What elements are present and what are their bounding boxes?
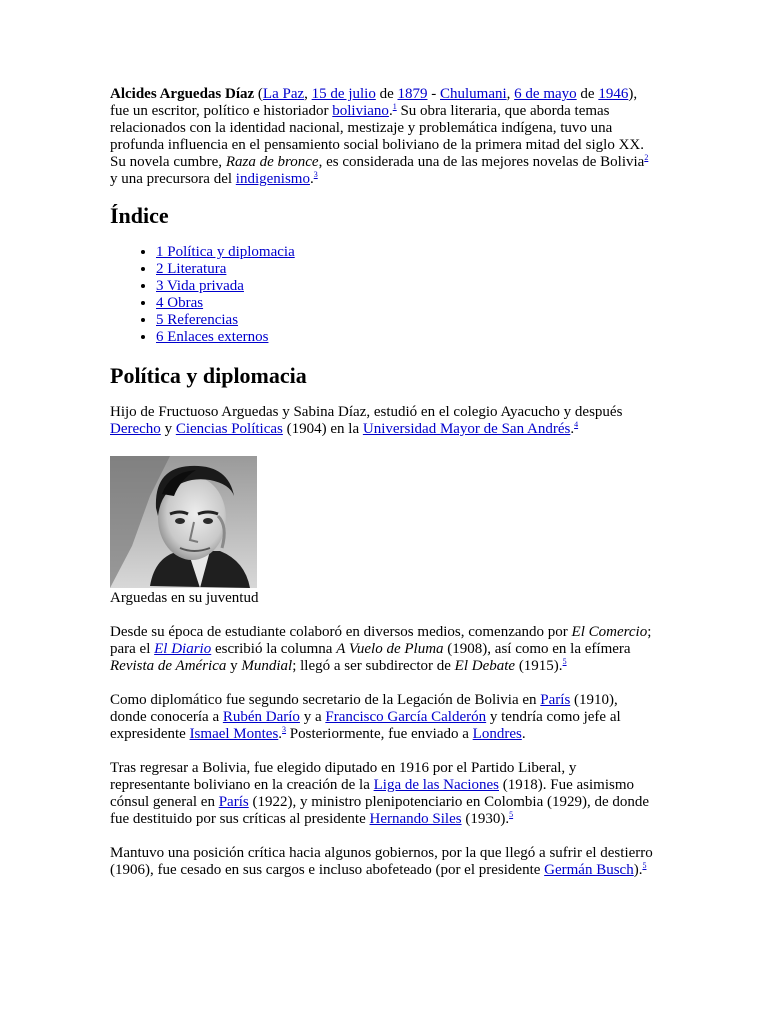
text-run: de bbox=[576, 86, 599, 102]
text-run: ; llegó a ser subdirector de bbox=[292, 658, 455, 674]
novel-title: Raza de bronce bbox=[225, 154, 319, 170]
text-run: ( bbox=[254, 86, 263, 102]
paragraph-education: Hijo de Fructuoso Arguedas y Sabina Díaz, estudió en el colegio Ayacucho y después Derecho y Ciencias Políticas (1904) en la Universidad Mayor de San Andrés.$^4$ bbox=[110, 404, 623, 437]
link-derecho[interactable]: Derecho bbox=[110, 421, 161, 437]
publication-title: El Debate bbox=[454, 658, 516, 674]
publication-title: Mundial bbox=[241, 658, 293, 674]
text-run: Mantuvo una posición crítica hacia algunos gobiernos, por la que llegó a sufrir el destierro (1906), fue cesado en sus cargos e incluso abofeteado (por el presidente bbox=[110, 845, 653, 878]
reference-link[interactable]: 5 bbox=[509, 810, 514, 819]
text-run: y bbox=[160, 421, 176, 437]
text-run: ; para el bbox=[110, 624, 652, 657]
paragraph-exile bbox=[110, 845, 655, 879]
link-el-diario[interactable] bbox=[154, 641, 211, 657]
text-run: (1910), donde conocería a bbox=[110, 692, 618, 725]
link-hernando-siles[interactable]: Hernando Siles bbox=[369, 811, 462, 827]
link-londres[interactable]: Londres bbox=[472, 726, 522, 742]
text-run: Hijo de Fructuoso Arguedas y Sabina Díaz, estudió en el colegio Ayacucho y después bbox=[110, 404, 623, 420]
text-run: Posteriormente, fue enviado a bbox=[286, 726, 473, 742]
publication-title: El Diario bbox=[154, 641, 212, 657]
link-indigenismo[interactable]: indigenismo bbox=[235, 171, 310, 187]
portrait-image[interactable] bbox=[110, 456, 257, 588]
text-run: - bbox=[427, 86, 440, 102]
text-run: y bbox=[226, 658, 242, 674]
link-boliviano[interactable]: boliviano bbox=[332, 103, 389, 119]
text-run: Desde su época de estudiante colaboró en diversos medios, comenzando por bbox=[110, 624, 572, 640]
text-run: ), fue un escritor, político e historiador bbox=[110, 86, 638, 119]
text-run: de bbox=[375, 86, 398, 102]
link-birth-day[interactable]: 15 de julio bbox=[311, 86, 376, 102]
section-heading: Política y diplomacia bbox=[110, 363, 307, 388]
paragraph-political-career bbox=[110, 760, 655, 828]
link-german-busch[interactable]: Germán Busch bbox=[544, 862, 634, 878]
text-run: y una precursora del bbox=[110, 171, 236, 187]
text-run: . bbox=[521, 726, 526, 742]
text-run: y a bbox=[299, 709, 326, 725]
text-run: (1904) en la bbox=[282, 421, 363, 437]
text-run: Tras regresar a Bolivia, fue elegido diputado en 1916 por el Partido Liberal, y representante boliviano en la creación de la bbox=[110, 760, 577, 793]
toc-link-obras[interactable]: 4 Obras bbox=[156, 295, 204, 311]
table-of-contents bbox=[110, 244, 655, 346]
toc-item bbox=[156, 278, 655, 295]
text-run: (1918). Fue asimismo cónsul general en bbox=[110, 777, 634, 810]
text-run: (1922), y ministro plenipotenciario en Colombia (1929), de donde fue destituido por sus críticas al presidente bbox=[110, 794, 650, 827]
toc-link-politica[interactable]: 1 Política y diplomacia bbox=[156, 244, 295, 260]
reference-link[interactable]: 3 bbox=[282, 725, 287, 734]
link-liga-naciones[interactable]: Liga de las Naciones bbox=[373, 777, 499, 793]
link-paris[interactable]: París bbox=[540, 692, 571, 708]
text-run: , bbox=[304, 86, 312, 102]
toc-link-literatura[interactable]: 2 Literatura bbox=[156, 261, 227, 277]
link-ruben-dario[interactable]: Rubén Darío bbox=[222, 709, 300, 725]
text-run: Su obra literaria, que aborda temas relacionados con la identidad nacional, mestizaje y problemática indígena, tuvo una profunda influencia en el pensamiento social boliviano de la primera mitad del siglo XX. Su novela cumbre, bbox=[110, 103, 645, 170]
publication-title: Revista de América bbox=[110, 658, 227, 674]
link-umsa[interactable]: Universidad Mayor de San Andrés bbox=[362, 421, 571, 437]
link-la-paz[interactable]: La Paz bbox=[262, 86, 305, 102]
publication-title: El Comercio bbox=[571, 624, 648, 640]
toc-item bbox=[156, 261, 655, 278]
article-body bbox=[110, 86, 655, 879]
intro-paragraph: Alcides Arguedas Díaz (La Paz, 15 de julio de 1879 - Chulumani, 6 de mayo de 1946), fue un escritor, político e historiador boliviano.$^1$ Su obra literaria, que aborda temas relacionados con la identidad nacional, mestizaje y problemática indígena, tuvo una profunda influencia en el pensamiento social boliviano de la primera mitad del siglo XX. Su novela cumbre, Raza de bronce, es considerada una de las mejores novelas de Bolivia$^2$ y una precursora del indigenismo.$^3$ bbox=[110, 86, 649, 187]
link-ciencias-politicas[interactable]: Ciencias Políticas bbox=[175, 421, 283, 437]
paragraph-diplomacy: Como diplomático fue segundo secretario de la Legación de Bolivia en París (1910), donde conocería a Rubén Darío y a Francisco García Calderón y tendría como jefe al expresidente Ismael Montes.$^3$ Posteriormente, fue enviado a Londres. bbox=[110, 692, 621, 742]
article-subject-name: Alcides Arguedas Díaz bbox=[110, 86, 255, 102]
text-run: , es considerada una de las mejores novelas de Bolivia bbox=[318, 154, 645, 170]
figure-caption: Arguedas en su juventud bbox=[110, 590, 259, 606]
toc-link-vida-privada[interactable]: 3 Vida privada bbox=[156, 278, 244, 294]
toc-item bbox=[156, 295, 655, 312]
link-death-day[interactable]: 6 de mayo bbox=[514, 86, 577, 102]
text-run: ). bbox=[633, 862, 643, 878]
text-run: (1915). bbox=[515, 658, 563, 674]
reference-link[interactable]: 2 bbox=[644, 153, 649, 162]
column-title: A Vuelo de Pluma bbox=[336, 641, 444, 657]
reference-link[interactable]: 4 bbox=[574, 420, 579, 429]
link-paris[interactable]: París bbox=[218, 794, 249, 810]
text-run: y tendría como jefe al expresidente bbox=[110, 709, 621, 742]
text-run: , bbox=[506, 86, 515, 102]
reference-link[interactable]: 1 bbox=[392, 102, 397, 111]
toc-link-referencias[interactable]: 5 Referencias bbox=[156, 312, 239, 328]
portrait-figure bbox=[110, 456, 655, 607]
toc-item bbox=[156, 329, 655, 346]
link-chulumani[interactable]: Chulumani bbox=[440, 86, 507, 102]
text-run: escribió la columna bbox=[211, 641, 337, 657]
reference-link[interactable]: 5 bbox=[562, 657, 567, 666]
reference-link[interactable]: 3 bbox=[313, 170, 318, 179]
toc-heading: Índice bbox=[110, 203, 169, 228]
reference-link[interactable]: 5 bbox=[642, 861, 647, 870]
link-ismael-montes[interactable]: Ismael Montes bbox=[189, 726, 279, 742]
text-run: Como diplomático fue segundo secretario de la Legación de Bolivia en bbox=[110, 692, 541, 708]
link-birth-year[interactable]: 1879 bbox=[397, 86, 428, 102]
toc-item bbox=[156, 312, 655, 329]
link-death-year[interactable]: 1946 bbox=[598, 86, 629, 102]
toc-item bbox=[156, 244, 655, 261]
paragraph-journalism bbox=[110, 624, 655, 675]
link-garcia-calderon[interactable]: Francisco García Calderón bbox=[325, 709, 487, 725]
text-run: (1908), así como en la efímera bbox=[443, 641, 631, 657]
text-run: (1930). bbox=[461, 811, 510, 827]
toc-link-enlaces[interactable]: 6 Enlaces externos bbox=[156, 329, 269, 345]
